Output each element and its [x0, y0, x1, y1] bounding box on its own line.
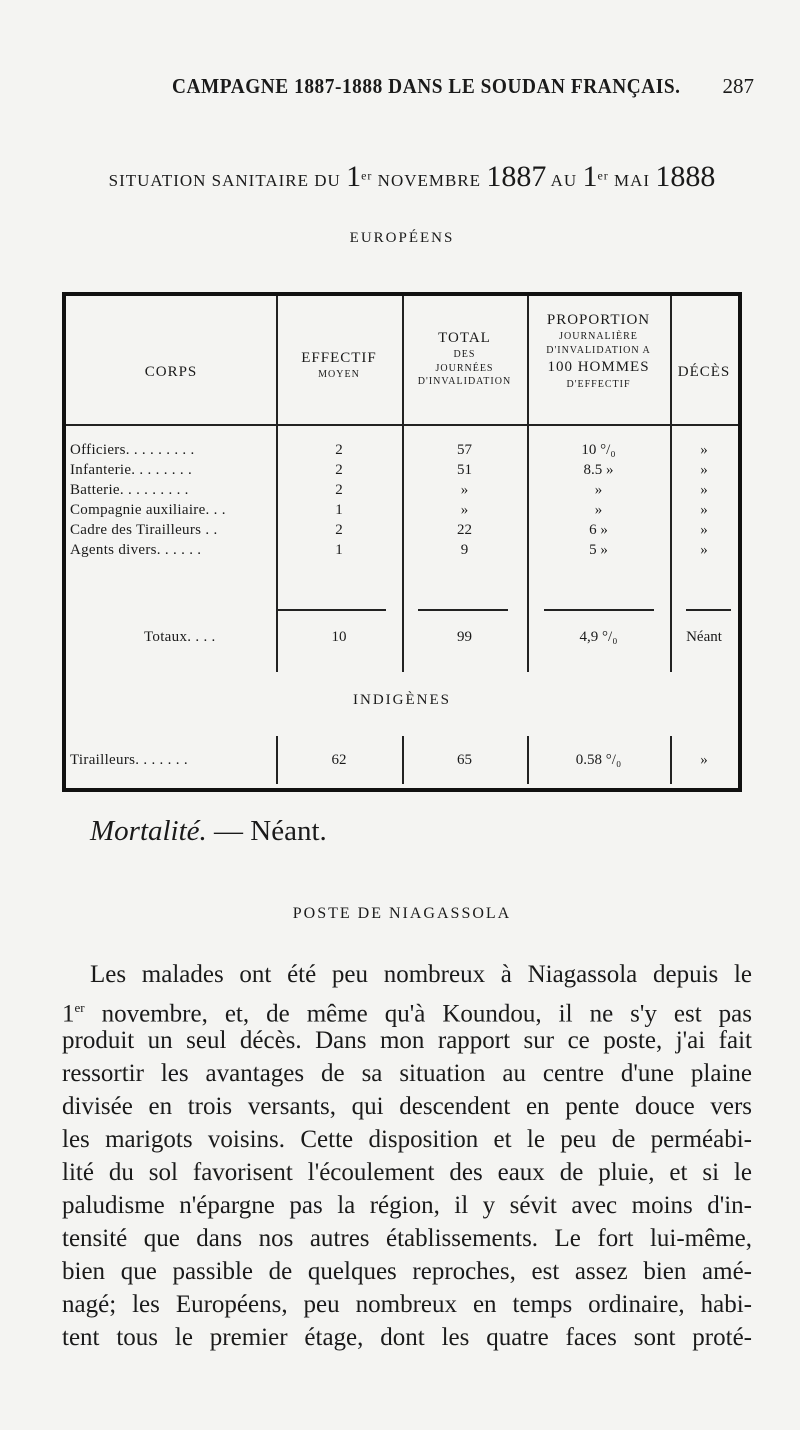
section-title-poste: POSTE DE NIAGASSOLA — [292, 905, 512, 922]
book-page: CAMPAGNE 1887-1888 DANS LE SOUDAN FRANÇAIS. 287 SITUATION SANITAIRE DU 1er NOVEMBRE 1887 AU 1er MAI 1888 EUROPÉENS CORPS EFFECTIF MOYEN TOTAL DES JOURNÉES D'INVALIDATION PROPORTION JOURNALIÈRE D'INVALIDATION A 100 HOMMES D'EFFECTIF DÉCÈS Officiers. . . . . . . . . 2 57 10 °/₀ » Infanterie. . . . . . . . 2 51 8.5 » » Batterie. . . . . . . . . 2 » » » Compagnie auxiliaire. . . 1 » » » Cadre des Tirailleurs . . 2 22 6 » » Agents divers. . . . . . 1 9 5 » » Totaux. . . . 10 99 4,9 °/₀ Néant INDIGÈNES Tirailleurs. . . . . . . 62 65 0.58 °/₀ » Mortalité. — Néant. POSTE DE NIAGASSOLA Les malades ont été peu nombreux à Niagassola depuis le 1er novembre, et, de même qu'à Koundou, il ne s'y est pas produit un seul décès. Dans mon rapport sur ce poste, j'ai fait ressortir les avantages de sa situation au centre d'une plaine divisée en trois versants, qui descendent en pente douce vers les marigots voisins. Cette disposition et le peu de perméabi- lité du sol favorisent l'écoulement des eaux de pluie, et si le paludisme n'épargne pas la région, il y sévit avec moins d'in- tensité que dans nos autres établissements. Le fort lui-même, bien que passible de quelques reproches, est assez bien amé- nagé; les Européens, peu nombreux en temps ordinaire, habi- tent tous le premier étage, dont les quatre faces sont proté- — [0, 0, 800, 1430]
header-total: TOTAL DES JOURNÉES D'INVALIDATION — [417, 330, 512, 388]
mortalite-line: Mortalité. — Néant. — [90, 815, 327, 847]
section-title-indigenes: INDIGÈNES — [353, 692, 451, 708]
running-head — [62, 74, 760, 104]
running-title: CAMPAGNE 1887-1888 DANS LE SOUDAN FRANÇAIS. — [172, 74, 681, 98]
sanitary-table: CORPS EFFECTIF MOYEN TOTAL DES JOURNÉES D'INVALIDATION PROPORTION JOURNALIÈRE D'INVALIDATION A 100 HOMMES D'EFFECTIF DÉCÈS Officiers. . . . . . . . . 2 57 10 °/₀ » Infanterie. . . . . . . . 2 51 8.5 » » Batterie. . . . . . . . . 2 » » » Compagnie auxiliaire. . . 1 » » » Cadre des Tirailleurs . . 2 22 6 » » Agents divers. . . . . . 1 9 5 » » Totaux. . . . 10 99 4,9 °/₀ Néant INDIGÈNES Tirailleurs. . . . . . . 62 65 0.58 °/₀ » — [62, 292, 742, 792]
header-proportion: PROPORTION JOURNALIÈRE D'INVALIDATION A 100 HOMMES D'EFFECTIF — [546, 312, 651, 390]
header-effectif: EFFECTIF MOYEN — [301, 350, 377, 381]
totals-rule — [418, 609, 508, 611]
totals-rule — [544, 609, 654, 611]
header-rule — [66, 424, 738, 426]
header-corps: CORPS — [144, 364, 198, 380]
situation-title: SITUATION SANITAIRE DU 1er NOVEMBRE 1887 AU 1er MAI 1888 — [108, 160, 716, 193]
totals-rule — [276, 609, 386, 611]
section-title-europeens: EUROPÉENS — [349, 230, 455, 246]
totals-rule — [686, 609, 731, 611]
header-deces: DÉCÈS — [677, 364, 731, 380]
page-number: 287 — [722, 74, 754, 98]
